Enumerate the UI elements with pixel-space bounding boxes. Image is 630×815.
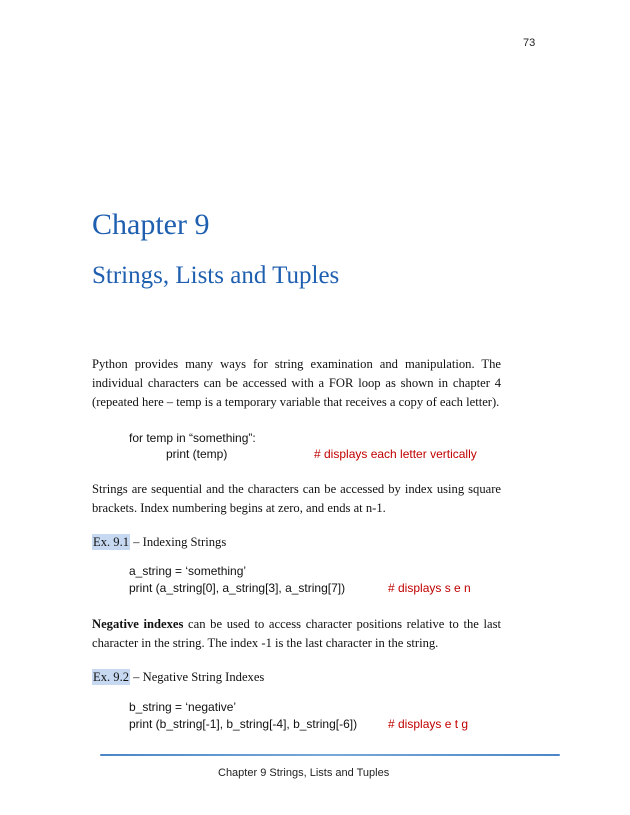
page-number: 73 [523, 37, 536, 49]
paragraph [92, 615, 501, 653]
intro-paragraph: Python provides many ways for string examination and manipulation. The individual characters can be accessed with a FOR loop as shown in chapter 4 (repeated here – temp is a temporary variable that receives a copy of each letter). [92, 357, 501, 409]
example-title: – Indexing Strings [130, 535, 227, 549]
code-line: b_string = ‘negative’ [129, 700, 237, 714]
code-line: print (temp) [166, 447, 228, 461]
chapter-title: Chapter 9 [92, 208, 210, 241]
bold-term: Negative indexes [92, 617, 184, 631]
example-number: Ex. 9.2 [93, 670, 130, 684]
footer-divider [100, 754, 560, 756]
code-line: print (a_string[0], a_string[3], a_string[7]) [129, 581, 346, 595]
chapter-subtitle: Strings, Lists and Tuples [92, 262, 340, 289]
footer-text: Chapter 9 Strings, Lists and Tuples [218, 767, 390, 779]
example-title: – Negative String Indexes [130, 670, 265, 684]
paragraph: Strings are sequential and the characters can be accessed by index using square brackets. Index numbering begins at zero, and ends at n-1. [92, 482, 501, 515]
code-comment: # displays each letter vertically [314, 447, 477, 461]
code-line: print (b_string[-1], b_string[-4], b_string[-6]) [129, 717, 358, 731]
example-heading [92, 535, 226, 550]
example-heading [92, 670, 264, 685]
code-comment: # displays s e n [388, 581, 471, 595]
code-line: for temp in “something”: [129, 431, 256, 445]
code-line: a_string = ‘something’ [129, 564, 247, 578]
paragraph-text: can be used to access character positions relative to the last character in the string. The index -1 is the last character in the string. [92, 617, 502, 650]
code-comment: # displays e t g [388, 717, 469, 731]
example-number: Ex. 9.1 [93, 535, 130, 549]
